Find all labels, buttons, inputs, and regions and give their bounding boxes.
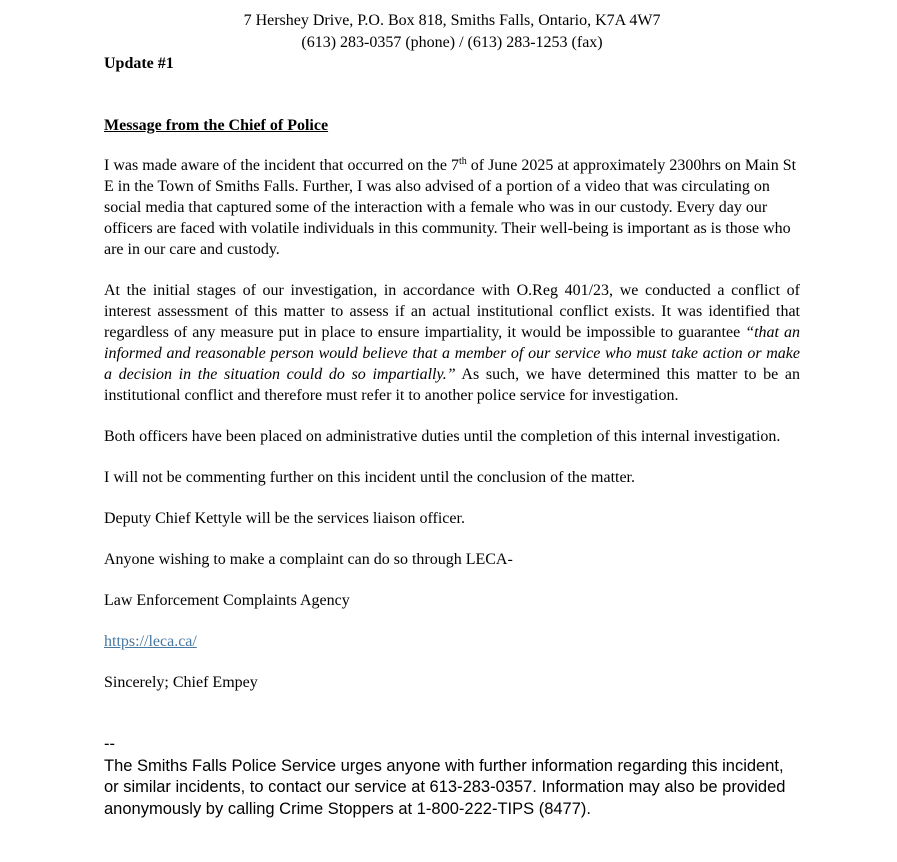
ordinal-superscript: th bbox=[458, 156, 467, 167]
letterhead bbox=[104, 10, 800, 53]
leca-link[interactable]: https://leca.ca/ bbox=[104, 633, 197, 650]
signoff-line: Sincerely; Chief Empey bbox=[104, 674, 258, 691]
paragraph-incident-summary-continued: of June 2025 at approximately 2300hrs on Main St E in the Town of Smiths Falls. Further, I was also advised of a portion of a video that was circulating on social media that captured some of the interaction with a female who was in our custody. Every day our officers are faced with volatile individuals in this community. Their well-being is important as is those who are in our care and custody. bbox=[104, 157, 797, 258]
email-footer bbox=[104, 734, 800, 820]
footer-separator-dashes: -- bbox=[104, 735, 115, 753]
paragraph-leca-name: Law Enforcement Complaints Agency bbox=[104, 592, 350, 609]
regulation-quote: “that an informed and reasonable person would believe that a member of our service who must take action or make a decision in the situation could do so impartially.” bbox=[104, 324, 801, 383]
paragraph-incident-summary bbox=[104, 155, 800, 260]
leca-link-line bbox=[104, 631, 800, 652]
paragraph-investigation-conflict bbox=[104, 280, 800, 406]
paragraph-administrative-duties: Both officers have been placed on administrative duties until the completion of this internal investigation. bbox=[104, 428, 781, 445]
document-content bbox=[104, 0, 800, 820]
letterhead-address: 7 Hershey Drive, P.O. Box 818, Smiths Falls, Ontario, K7A 4W7 bbox=[243, 12, 661, 29]
document-title: Message from the Chief of Police bbox=[104, 117, 329, 134]
paragraph-incident-summary-text: I was made aware of the incident that occurred on the 7 bbox=[104, 157, 459, 174]
footer-crime-stoppers-notice: The Smiths Falls Police Service urges anyone with further information regarding this incident, or similar incidents, to contact our service at 613-283-0357. Information may also be provided anonymously by calling Crime Stoppers at 1-800-222-TIPS (8477). bbox=[104, 756, 786, 818]
paragraph-no-further-comment: I will not be commenting further on this incident until the conclusion of the matter. bbox=[104, 469, 635, 486]
paragraph-investigation-conflict-continued: As such, we have determined this matter to be an institutional conflict and therefore must refer it to another police service for investigation. bbox=[104, 366, 800, 404]
update-label: Update #1 bbox=[104, 55, 174, 72]
letterhead-phone-fax: (613) 283-0357 (phone) / (613) 283-1253 (fax) bbox=[301, 33, 603, 51]
paragraph-liaison-officer: Deputy Chief Kettyle will be the services liaison officer. bbox=[104, 510, 465, 527]
paragraph-complaint-info: Anyone wishing to make a complaint can do so through LECA- bbox=[104, 551, 513, 568]
paragraph-investigation-conflict-text: At the initial stages of our investigation, in accordance with O.Reg 401/23, we conducted a conflict of interest assessment of this matter to assess if an actual institutional conflict exists. It was identified that regardless of any measure put in place to ensure impartiality, it would be impossible to guarantee bbox=[104, 282, 800, 341]
